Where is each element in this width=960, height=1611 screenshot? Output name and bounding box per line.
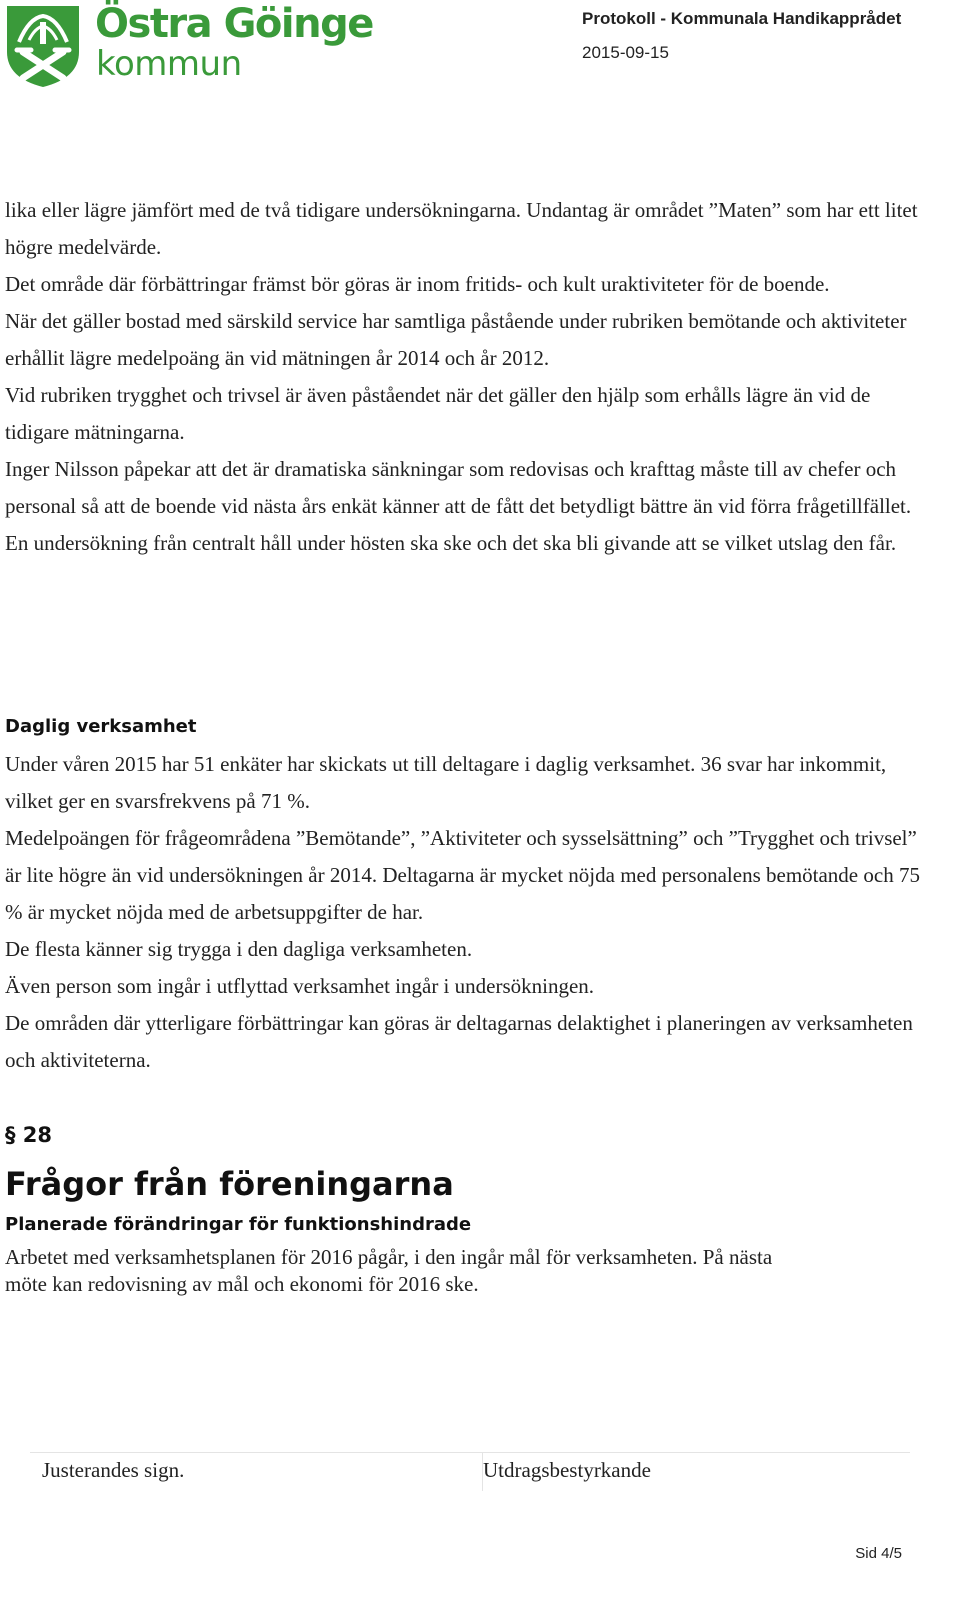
section-survey-results bbox=[5, 192, 935, 562]
section-subheading: Planerade förändringar för funktionshindrade bbox=[5, 1214, 472, 1235]
section-daily-activity bbox=[5, 708, 935, 1079]
paragraph: När det gäller bostad med särskild service har samtliga påstående under rubriken bemötande och aktiviteter erhållit lägre medelpoäng än vid mätningen år 2014 och år 2012. bbox=[5, 309, 907, 370]
section-title: Frågor från föreningarna bbox=[5, 1165, 454, 1203]
document-title: Protokoll - Kommunala Handikapprådet bbox=[582, 9, 902, 28]
paragraph: En undersökning från centralt håll under hösten ska ske och det ska bli givande att se vilket utslag den får. bbox=[5, 531, 897, 555]
brand-subtitle: kommun bbox=[96, 44, 242, 84]
document-header bbox=[582, 6, 932, 66]
paragraph: Även person som ingår i utflyttad verksamhet ingår i undersökningen. bbox=[5, 974, 595, 998]
section-number: § 28 bbox=[5, 1123, 53, 1147]
signature-footer bbox=[30, 1452, 910, 1493]
paragraph: Vid rubriken trygghet och trivsel är även påståendet när det gäller den hjälp som erhålls lägre än vid de tidigare mätningarna. bbox=[5, 383, 871, 444]
section-28 bbox=[5, 1116, 935, 1298]
paragraph: De flesta känner sig trygga i den dagliga verksamheten. bbox=[5, 937, 473, 961]
paragraph-line: Arbetet med verksamhetsplanen för 2016 pågår, i den ingår mål för verksamheten. På nästa bbox=[5, 1245, 773, 1269]
page-number: Sid 4/5 bbox=[855, 1545, 902, 1562]
paragraph: Medelpoängen för frågeområdena ”Bemötande”, ”Aktiviteter och sysselsättning” och ”Trygghet och trivsel” är lite högre än vid undersökningen år 2014. Deltagarna är mycket nöjda med personalens bemötande och 75 % är mycket nöjda med de arbetsuppgifter de har. bbox=[5, 826, 920, 924]
paragraph: lika eller lägre jämfört med de två tidigare undersökningarna. Undantag är området ”Maten” som har ett litet högre medelvärde. bbox=[5, 198, 918, 259]
paragraph: De områden där ytterligare förbättringar kan göras är deltagarnas delaktighet i planeringen av verksamheten och aktiviteterna. bbox=[5, 1011, 913, 1072]
paragraph bbox=[5, 1244, 935, 1298]
certification-field: Utdragsbestyrkande bbox=[483, 1458, 651, 1482]
paragraph: Inger Nilsson påpekar att det är dramatiska sänkningar som redovisas och krafttag måste till av chefer och personal så att de boende vid nästa års enkät känner att de fått det betydligt bättre än vid förra frågetillfället. bbox=[5, 457, 912, 518]
municipality-logo bbox=[5, 1, 373, 90]
brand-name: Östra Göinge bbox=[95, 1, 373, 47]
section-heading: Daglig verksamhet bbox=[5, 716, 197, 737]
paragraph: Under våren 2015 har 51 enkäter har skickats ut till deltagare i daglig verksamhet. 36 svar har inkommit, vilket ger en svarsfrekvens på 71 %. bbox=[5, 752, 887, 813]
logo-emblem-icon bbox=[5, 4, 81, 88]
paragraph-line: möte kan redovisning av mål och ekonomi för 2016 ske. bbox=[5, 1272, 479, 1296]
paragraph: Det område där förbättringar främst bör göras är inom fritids- och kult uraktiviteter för de boende. bbox=[5, 272, 830, 296]
document-date: 2015-09-15 bbox=[582, 43, 669, 62]
adjuster-signature-field: Justerandes sign. bbox=[30, 1453, 483, 1491]
